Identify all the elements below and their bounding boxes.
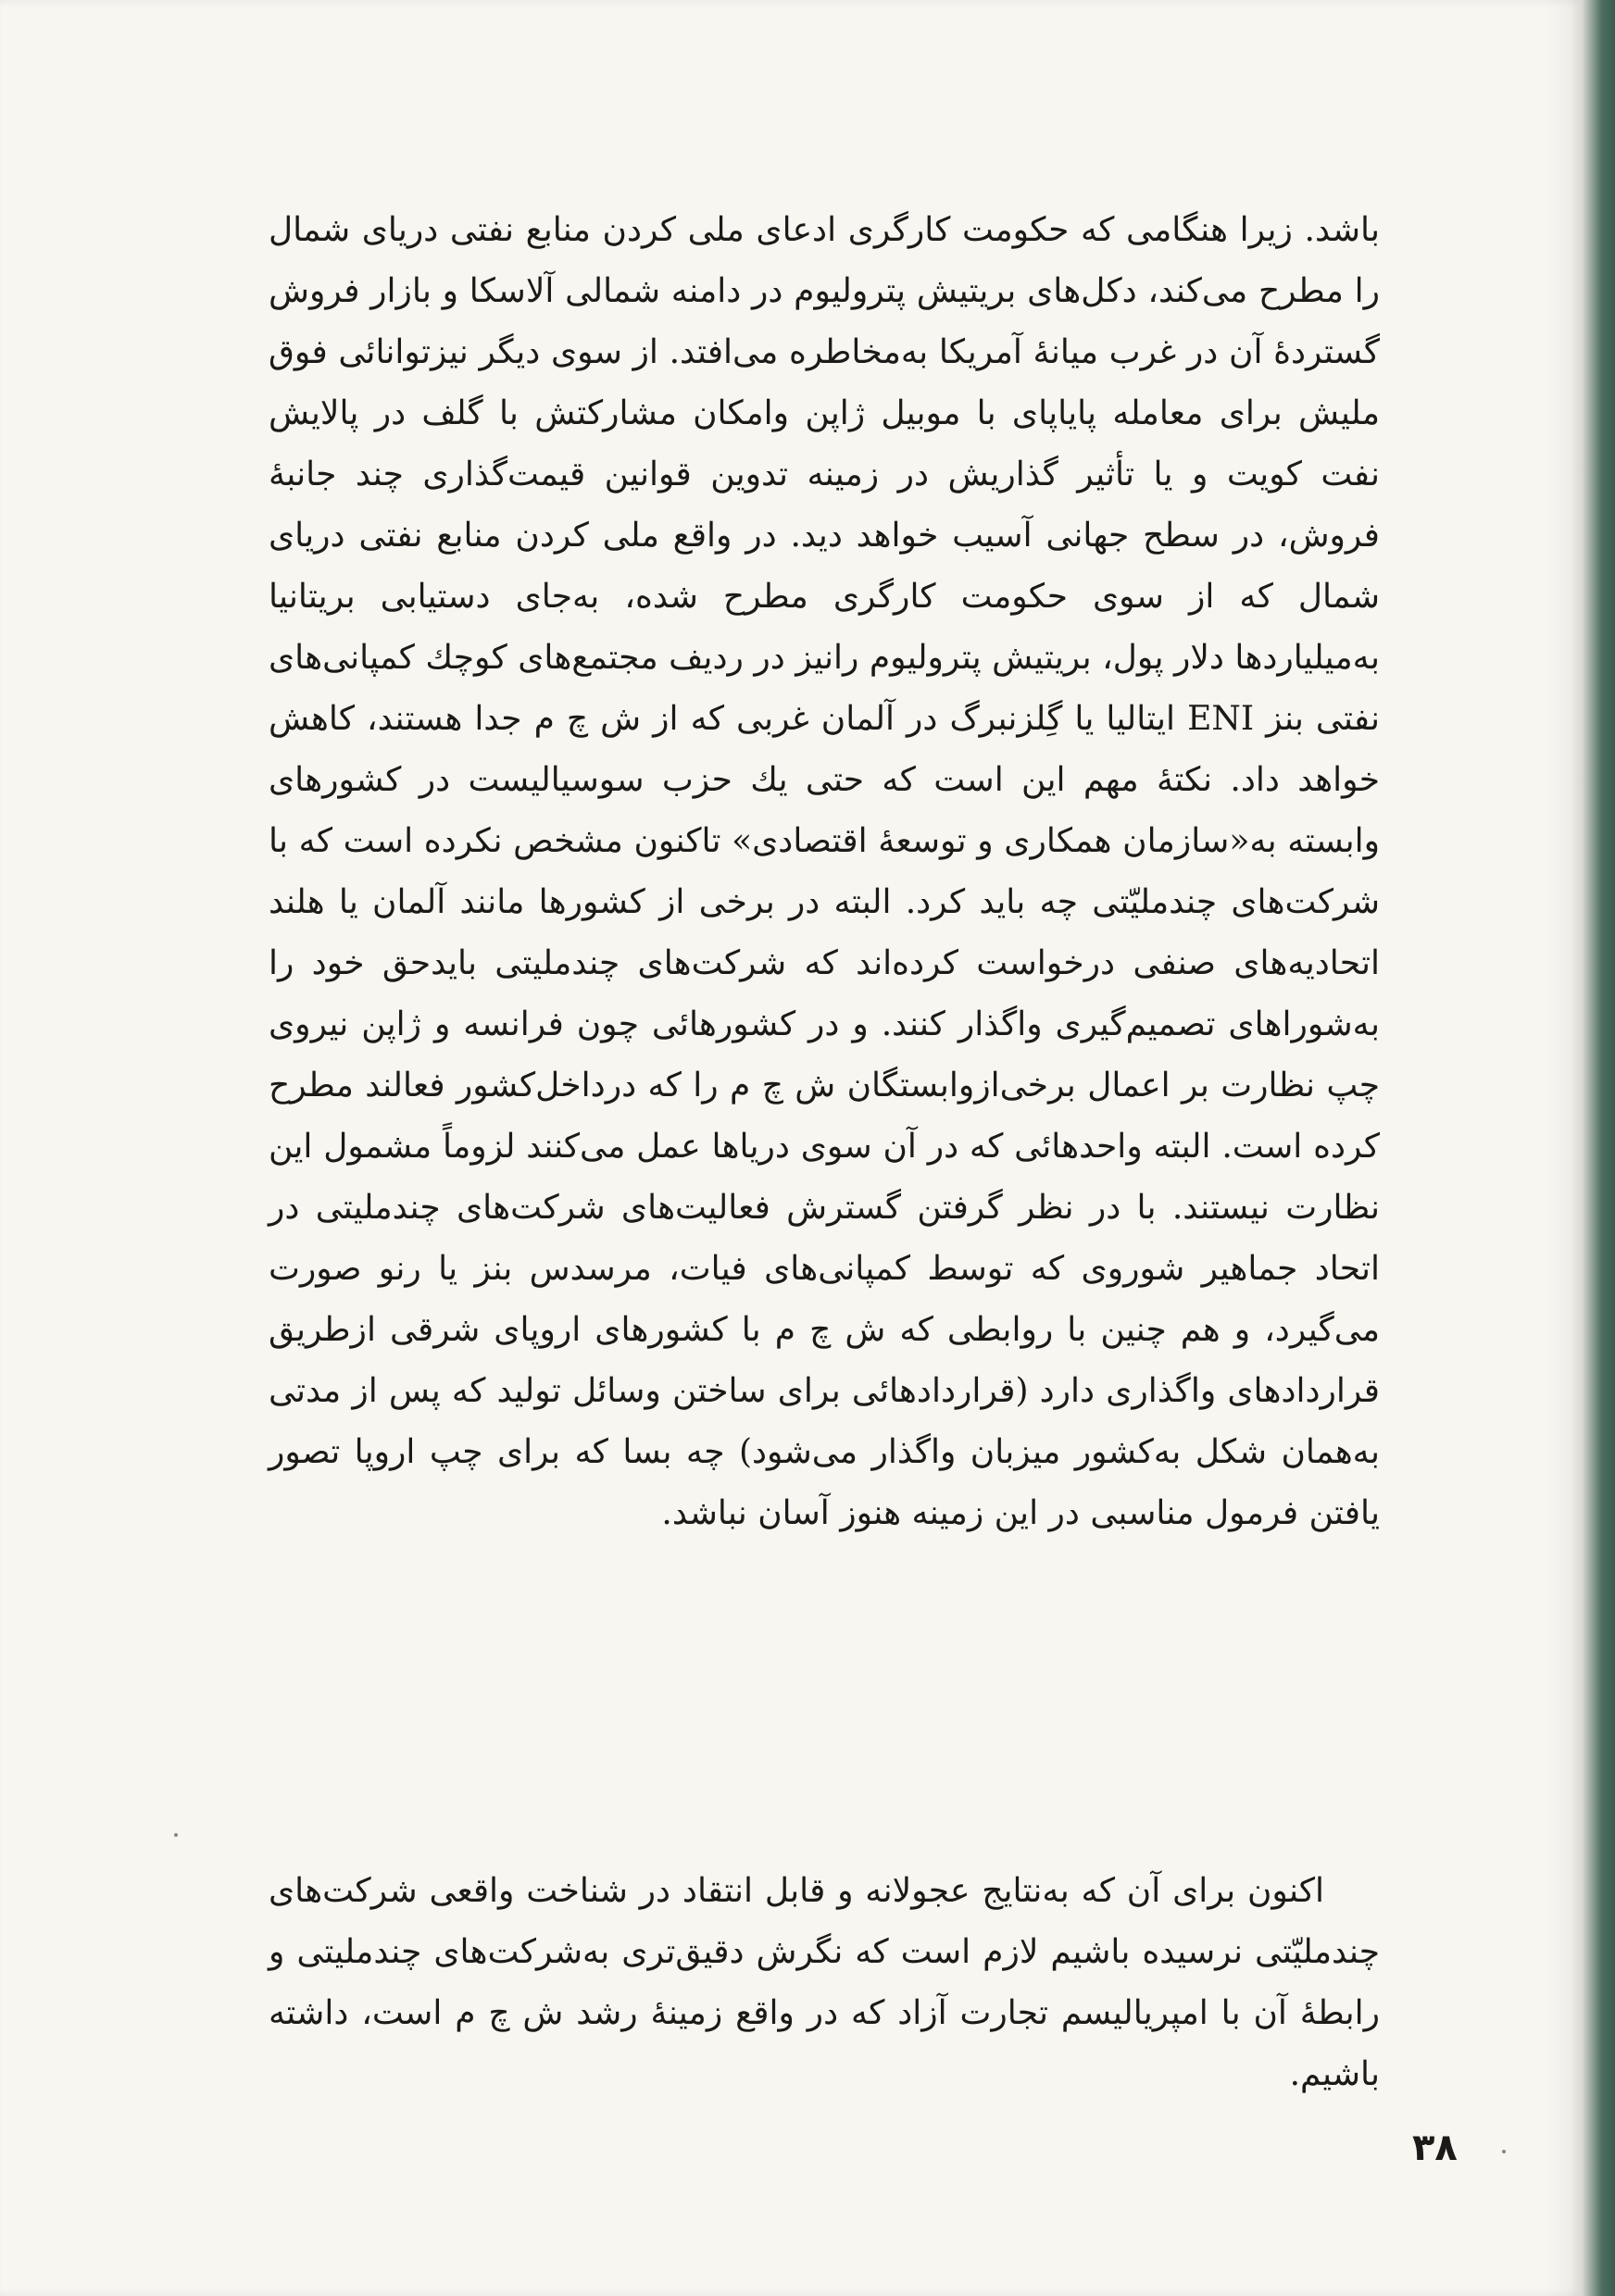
scan-speck <box>174 1833 178 1837</box>
paragraph-2: اکنون برای آن که به‌نتایج عجولانه و قابل انتقاد در شناخت واقعی شرکت‌های چندملیّتی نرسیده باشیم لازم است که نگرش دقیق‌تری به‌شرکت‌های چندملیتی و رابطهٔ آن با امپریالیسم تجارت آزاد که در واقع زمینهٔ رشد ش چ م است، داشته باشیم. <box>269 1872 1380 2093</box>
page-edge <box>1582 0 1615 2296</box>
body-text-block-2 <box>269 1861 1380 2105</box>
page-number: ۳۸ <box>1412 2127 1458 2169</box>
paragraph-1: باشد. زیرا هنگامی که حکومت کارگری ادعای ملی کردن منابع نفتی دریای شمال را مطرح می‌کند، دکل‌های بریتیش پترولیوم در دامنه شمالی آلاسکا و بازار فروش گستردهٔ آن در غرب میانهٔ آمریکا به‌مخاطره می‌افتد. از سوی دیگر نیزتوانائی فوق ملیش برای معامله پایاپای با موبیل ژاپن وامکان مشارکتش با گلف در پالایش نفت کویت و یا تأثیر گذاریش در زمینه تدوین قوانین قیمت‌گذاری چند جانبهٔ فروش، در سطح جهانی آسیب خواهد دید. در واقع ملی کردن منابع نفتی دریای شمال که از سوی حکومت کارگری مطرح شده، به‌جای دستیابی بریتانیا به‌میلیاردها دلار پول، بریتیش پترولیوم رانیز در ردیف مجتمع‌های کوچك کمپانی‌های نفتی بنز ENI ایتالیا یا گِلزنبرگ در آلمان غربی که از ش چ م جدا هستند، کاهش خواهد داد. نکتهٔ مهم این است که حتی یك حزب سوسیالیست در کشورهای وابسته به«سازمان همکاری و توسعهٔ اقتصادی» تاکنون مشخص نکرده است که با شرکت‌های چندملیّتی چه باید کرد. البته در برخی از کشورها مانند آلمان یا هلند اتحادیه‌های صنفی درخواست کرده‌اند که شرکت‌های چندملیتی بایدحق خود را به‌شوراهای تصمیم‌گیری واگذار کنند. و در کشورهائی چون فرانسه و ژاپن نیروی چپ نظارت بر اعمال برخی‌ازوابستگان ش چ م را که درداخل‌کشور فعالند مطرح کرده است. البته واحدهائی که در آن سوی دریاها عمل می‌کنند لزوماً مشمول این نظارت نیستند. با در نظر گرفتن گسترش فعالیت‌های شرکت‌های چندملیتی در اتحاد جماهیر شوروی که توسط کمپانی‌های فیات، مرسدس بنز یا رنو صورت می‌گیرد، و هم چنین با روابطی که ش چ م با کشورهای اروپای شرقی ازطریق قراردادهای واگذاری دارد (قراردادهائی برای ساختن وسائل تولید که پس از مدتی به‌همان شکل به‌کشور میزبان واگذار می‌شود) چه بسا که برای چپ اروپا تصور یافتن فرمول مناسبی در این زمینه هنوز آسان نباشد. <box>269 211 1381 1532</box>
scan-speck <box>1502 2150 1506 2153</box>
body-text-block <box>269 200 1380 1544</box>
page-fold-shadow <box>1545 0 1582 2296</box>
